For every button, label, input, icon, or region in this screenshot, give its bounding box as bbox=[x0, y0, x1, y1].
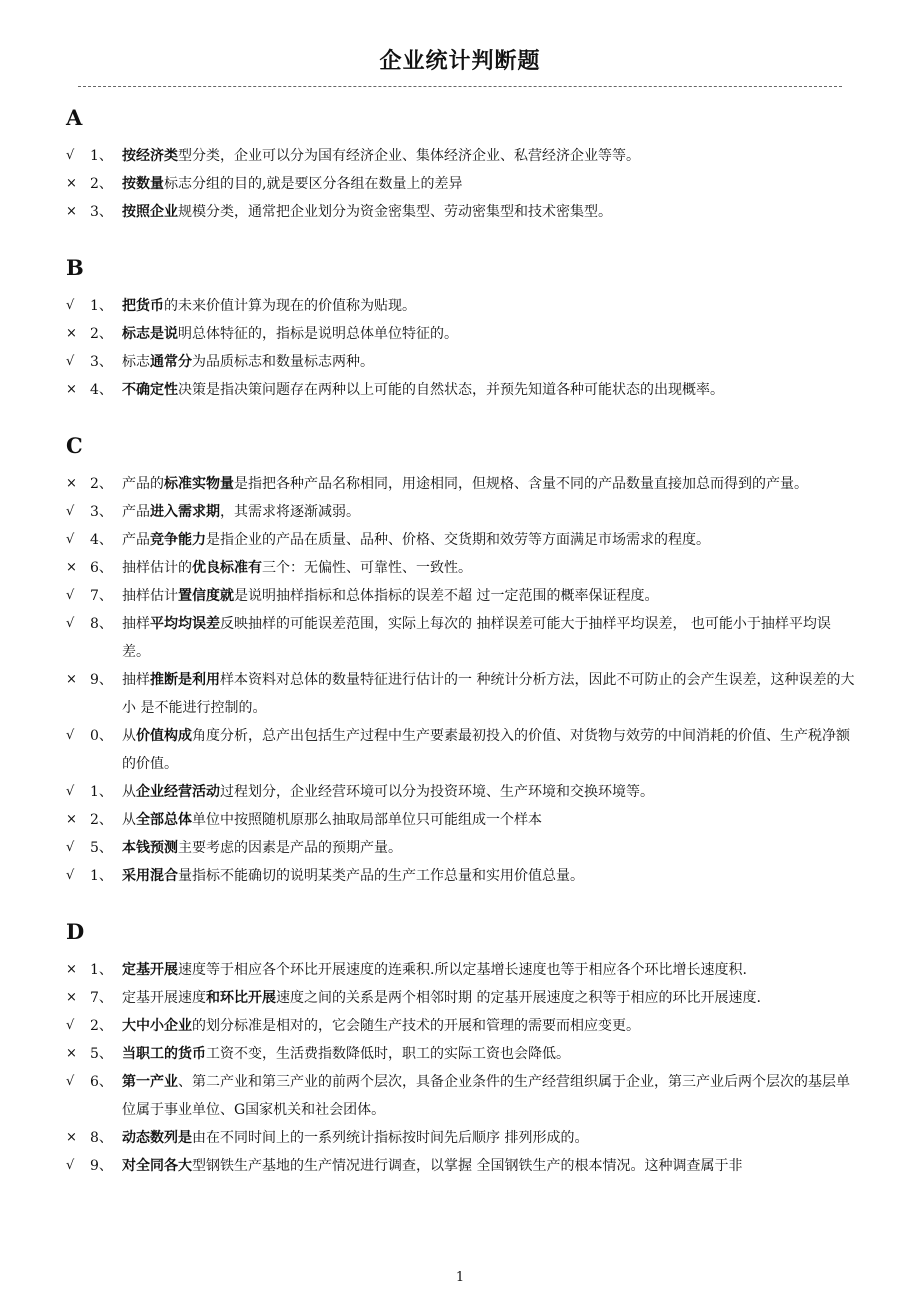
item-keyword: 大中小企业 bbox=[122, 1018, 192, 1034]
item-body: 决策是指决策问题存在两种以上可能的自然状态，并预先知道各种可能状态的出现概率。 bbox=[178, 382, 724, 398]
list-item bbox=[66, 198, 856, 226]
cross-mark-icon: × bbox=[66, 990, 77, 1005]
item-body: 反映抽样的可能误差范围，实际上每次的 抽样误差可能大于抽样平均误差， 也可能小于抽样平均误差。 bbox=[122, 616, 831, 660]
item-prefix: 定基开展速度 bbox=[122, 990, 206, 1006]
list-item bbox=[66, 722, 856, 778]
cross-mark-icon: × bbox=[66, 476, 77, 491]
check-mark-icon: √ bbox=[66, 1158, 75, 1173]
item-number: 7、 bbox=[90, 990, 113, 1006]
section-a bbox=[66, 98, 856, 226]
item-keyword: 优良标准有 bbox=[192, 560, 262, 576]
item-body: 速度之间的关系是两个相邻时期 的定基开展速度之积等于相应的环比开展速度. bbox=[276, 990, 761, 1006]
item-text bbox=[122, 376, 856, 404]
item-body: 三个：无偏性、可靠性、一致性。 bbox=[262, 560, 472, 576]
item-text bbox=[122, 142, 856, 170]
item-list bbox=[66, 956, 856, 1180]
item-body: 是指企业的产品在质量、品种、价格、交货期和效劳等方面满足市场需求的程度。 bbox=[206, 532, 710, 548]
question-list bbox=[66, 98, 856, 1180]
item-keyword: 按数量 bbox=[122, 176, 164, 192]
item-text bbox=[122, 1068, 856, 1124]
page-title: 企业统计判断题 bbox=[379, 49, 541, 74]
item-number: 5、 bbox=[90, 1046, 113, 1062]
cross-mark-icon: × bbox=[66, 204, 77, 219]
list-item bbox=[66, 1040, 856, 1068]
section-letter: D bbox=[66, 919, 85, 944]
item-keyword: 平均均误差 bbox=[150, 616, 220, 632]
section-d bbox=[66, 912, 856, 1180]
item-number: 4、 bbox=[90, 532, 113, 548]
item-number: 4、 bbox=[90, 382, 113, 398]
item-number: 1、 bbox=[90, 868, 113, 884]
item-body: 由在不同时间上的一系列统计指标按时间先后顺序 排列形成的。 bbox=[192, 1130, 589, 1146]
check-mark-icon: √ bbox=[66, 728, 75, 743]
item-number: 3、 bbox=[90, 354, 113, 370]
list-item bbox=[66, 1152, 856, 1180]
check-mark-icon: √ bbox=[66, 1018, 75, 1033]
item-text bbox=[122, 806, 856, 834]
item-text bbox=[122, 498, 856, 526]
item-number: 2、 bbox=[90, 176, 113, 192]
page-number: 1 bbox=[455, 1270, 465, 1285]
item-body: 量指标不能确切的说明某类产品的生产工作总量和实用价值总量。 bbox=[178, 868, 584, 884]
item-keyword: 对全同各大 bbox=[122, 1158, 192, 1174]
item-body: 、第二产业和第三产业的前两个层次，具备企业条件的生产经营组织属于企业，第三产业后两个层次的基层单位属于事业单位、G国家机关和社会团体。 bbox=[122, 1074, 850, 1118]
list-item bbox=[66, 142, 856, 170]
list-item bbox=[66, 862, 856, 890]
item-keyword: 不确定性 bbox=[122, 382, 178, 398]
section-c bbox=[66, 426, 856, 890]
list-item bbox=[66, 1012, 856, 1040]
item-list bbox=[66, 470, 856, 890]
item-text bbox=[122, 984, 856, 1012]
section-letter: A bbox=[66, 105, 83, 130]
item-prefix: 从 bbox=[122, 728, 136, 744]
list-item bbox=[66, 498, 856, 526]
list-item bbox=[66, 526, 856, 554]
item-text bbox=[122, 582, 856, 610]
item-body: 角度分析，总产出包括生产过程中生产要素最初投入的价值、对货物与效劳的中间消耗的价值、生产税净额的价值。 bbox=[122, 728, 850, 772]
list-item bbox=[66, 834, 856, 862]
item-list bbox=[66, 142, 856, 226]
item-keyword: 标准实物量 bbox=[164, 476, 234, 492]
item-keyword: 按照企业 bbox=[122, 204, 178, 220]
cross-mark-icon: × bbox=[66, 962, 77, 977]
item-prefix: 抽样估计的 bbox=[122, 560, 192, 576]
item-keyword: 把货币 bbox=[122, 298, 164, 314]
item-prefix: 抽样估计 bbox=[122, 588, 178, 604]
section-letter: C bbox=[66, 433, 83, 458]
item-number: 2、 bbox=[90, 1018, 113, 1034]
item-number: 2、 bbox=[90, 476, 113, 492]
item-number: 8、 bbox=[90, 616, 113, 632]
item-number: 3、 bbox=[90, 504, 113, 520]
item-body: 工资不变，生活费指数降低时，职工的实际工资也会降低。 bbox=[206, 1046, 570, 1062]
check-mark-icon: √ bbox=[66, 840, 75, 855]
item-body: 的划分标准是相对的，它会随生产技术的开展和管理的需要而相应变更。 bbox=[192, 1018, 640, 1034]
title-divider bbox=[78, 86, 842, 87]
item-keyword: 置信度就 bbox=[178, 588, 234, 604]
item-prefix: 抽样 bbox=[122, 616, 150, 632]
cross-mark-icon: × bbox=[66, 672, 77, 687]
list-item bbox=[66, 610, 856, 666]
item-keyword: 推断是利用 bbox=[150, 672, 220, 688]
cross-mark-icon: × bbox=[66, 560, 77, 575]
item-keyword: 动态数列是 bbox=[122, 1130, 192, 1146]
item-text bbox=[122, 1012, 856, 1040]
check-mark-icon: √ bbox=[66, 148, 75, 163]
item-text bbox=[122, 1152, 856, 1180]
check-mark-icon: √ bbox=[66, 588, 75, 603]
item-number: 2、 bbox=[90, 812, 113, 828]
item-keyword: 和环比开展 bbox=[206, 990, 276, 1006]
check-mark-icon: √ bbox=[66, 298, 75, 313]
item-text bbox=[122, 956, 856, 984]
check-mark-icon: √ bbox=[66, 868, 75, 883]
list-item bbox=[66, 170, 856, 198]
item-body: 是说明抽样指标和总体指标的误差不超 过一定范围的概率保证程度。 bbox=[234, 588, 659, 604]
item-keyword: 进入需求期 bbox=[150, 504, 220, 520]
item-number: 7、 bbox=[90, 588, 113, 604]
item-number: 2、 bbox=[90, 326, 113, 342]
item-keyword: 定基开展 bbox=[122, 962, 178, 978]
item-body: 过程划分，企业经营环境可以分为投资环境、生产环境和交换环境等。 bbox=[220, 784, 654, 800]
check-mark-icon: √ bbox=[66, 354, 75, 369]
item-list bbox=[66, 292, 856, 404]
item-text bbox=[122, 170, 856, 198]
item-text bbox=[122, 320, 856, 348]
item-prefix: 抽样 bbox=[122, 672, 150, 688]
item-text bbox=[122, 610, 856, 666]
section-b bbox=[66, 248, 856, 404]
list-item bbox=[66, 320, 856, 348]
item-prefix: 从 bbox=[122, 812, 136, 828]
list-item bbox=[66, 984, 856, 1012]
item-text bbox=[122, 292, 856, 320]
item-number: 6、 bbox=[90, 1074, 113, 1090]
item-text bbox=[122, 526, 856, 554]
item-keyword: 价值构成 bbox=[136, 728, 192, 744]
check-mark-icon: √ bbox=[66, 784, 75, 799]
item-body: 明总体特征的，指标是说明总体单位特征的。 bbox=[178, 326, 458, 342]
item-number: 1、 bbox=[90, 962, 113, 978]
list-item bbox=[66, 778, 856, 806]
item-text bbox=[122, 778, 856, 806]
cross-mark-icon: × bbox=[66, 1046, 77, 1061]
item-prefix: 产品 bbox=[122, 532, 150, 548]
check-mark-icon: √ bbox=[66, 616, 75, 631]
cross-mark-icon: × bbox=[66, 812, 77, 827]
item-body: 型钢铁生产基地的生产情况进行调查，以掌握 全国钢铁生产的根本情况。这种调查属于非 bbox=[192, 1158, 743, 1174]
item-body: ，其需求将逐渐减弱。 bbox=[220, 504, 360, 520]
item-number: 1、 bbox=[90, 784, 113, 800]
list-item bbox=[66, 292, 856, 320]
item-prefix: 产品的 bbox=[122, 476, 164, 492]
item-text bbox=[122, 666, 856, 722]
list-item bbox=[66, 666, 856, 722]
item-body: 规模分类，通常把企业划分为资金密集型、劳动密集型和技术密集型。 bbox=[178, 204, 612, 220]
item-keyword: 当职工的货币 bbox=[122, 1046, 206, 1062]
list-item bbox=[66, 554, 856, 582]
item-number: 6、 bbox=[90, 560, 113, 576]
item-number: 0、 bbox=[90, 728, 113, 744]
item-keyword: 标志是说 bbox=[122, 326, 178, 342]
item-text bbox=[122, 834, 856, 862]
item-body: 主要考虑的因素是产品的预期产量。 bbox=[178, 840, 402, 856]
item-prefix: 从 bbox=[122, 784, 136, 800]
item-prefix: 标志 bbox=[122, 354, 150, 370]
item-text bbox=[122, 470, 856, 498]
item-keyword: 企业经营活动 bbox=[136, 784, 220, 800]
list-item bbox=[66, 1124, 856, 1152]
check-mark-icon: √ bbox=[66, 532, 75, 547]
list-item bbox=[66, 956, 856, 984]
list-item bbox=[66, 806, 856, 834]
item-text bbox=[122, 862, 856, 890]
list-item bbox=[66, 582, 856, 610]
item-text bbox=[122, 1124, 856, 1152]
item-number: 9、 bbox=[90, 1158, 113, 1174]
item-text bbox=[122, 554, 856, 582]
list-item bbox=[66, 348, 856, 376]
item-keyword: 竞争能力 bbox=[150, 532, 206, 548]
item-text bbox=[122, 348, 856, 376]
cross-mark-icon: × bbox=[66, 382, 77, 397]
check-mark-icon: √ bbox=[66, 1074, 75, 1089]
item-keyword: 按经济类 bbox=[122, 148, 178, 164]
item-text bbox=[122, 198, 856, 226]
item-number: 9、 bbox=[90, 672, 113, 688]
item-keyword: 第一产业 bbox=[122, 1074, 178, 1090]
item-number: 3、 bbox=[90, 204, 113, 220]
cross-mark-icon: × bbox=[66, 1130, 77, 1145]
item-body: 是指把各种产品名称相同，用途相同，但规格、含量不同的产品数量直接加总而得到的产量。 bbox=[234, 476, 808, 492]
item-number: 5、 bbox=[90, 840, 113, 856]
item-text bbox=[122, 722, 856, 778]
section-letter: B bbox=[66, 255, 84, 280]
item-keyword: 全部总体 bbox=[136, 812, 192, 828]
item-body: 单位中按照随机原那么抽取局部单位只可能组成一个样本 bbox=[192, 812, 542, 828]
cross-mark-icon: × bbox=[66, 326, 77, 341]
item-number: 1、 bbox=[90, 148, 113, 164]
item-number: 1、 bbox=[90, 298, 113, 314]
item-prefix: 产品 bbox=[122, 504, 150, 520]
item-keyword: 本钱预测 bbox=[122, 840, 178, 856]
item-body: 样本资料对总体的数量特征进行估计的一 种统计分析方法，因此不可防止的会产生误差，这种误差的大小 是不能进行控制的。 bbox=[122, 672, 855, 716]
item-body: 速度等于相应各个环比开展速度的连乘积.所以定基增长速度也等于相应各个环比增长速度积. bbox=[178, 962, 747, 978]
list-item bbox=[66, 1068, 856, 1124]
item-body: 的未来价值计算为现在的价值称为贴现。 bbox=[164, 298, 416, 314]
check-mark-icon: √ bbox=[66, 504, 75, 519]
item-body: 型分类，企业可以分为国有经济企业、集体经济企业、私营经济企业等等。 bbox=[178, 148, 640, 164]
cross-mark-icon: × bbox=[66, 176, 77, 191]
list-item bbox=[66, 470, 856, 498]
item-body: 标志分组的目的,就是要区分各组在数量上的差异 bbox=[164, 176, 463, 192]
item-keyword: 通常分 bbox=[150, 354, 192, 370]
list-item bbox=[66, 376, 856, 404]
item-keyword: 采用混合 bbox=[122, 868, 178, 884]
item-number: 8、 bbox=[90, 1130, 113, 1146]
item-body: 为品质标志和数量标志两种。 bbox=[192, 354, 374, 370]
item-text bbox=[122, 1040, 856, 1068]
